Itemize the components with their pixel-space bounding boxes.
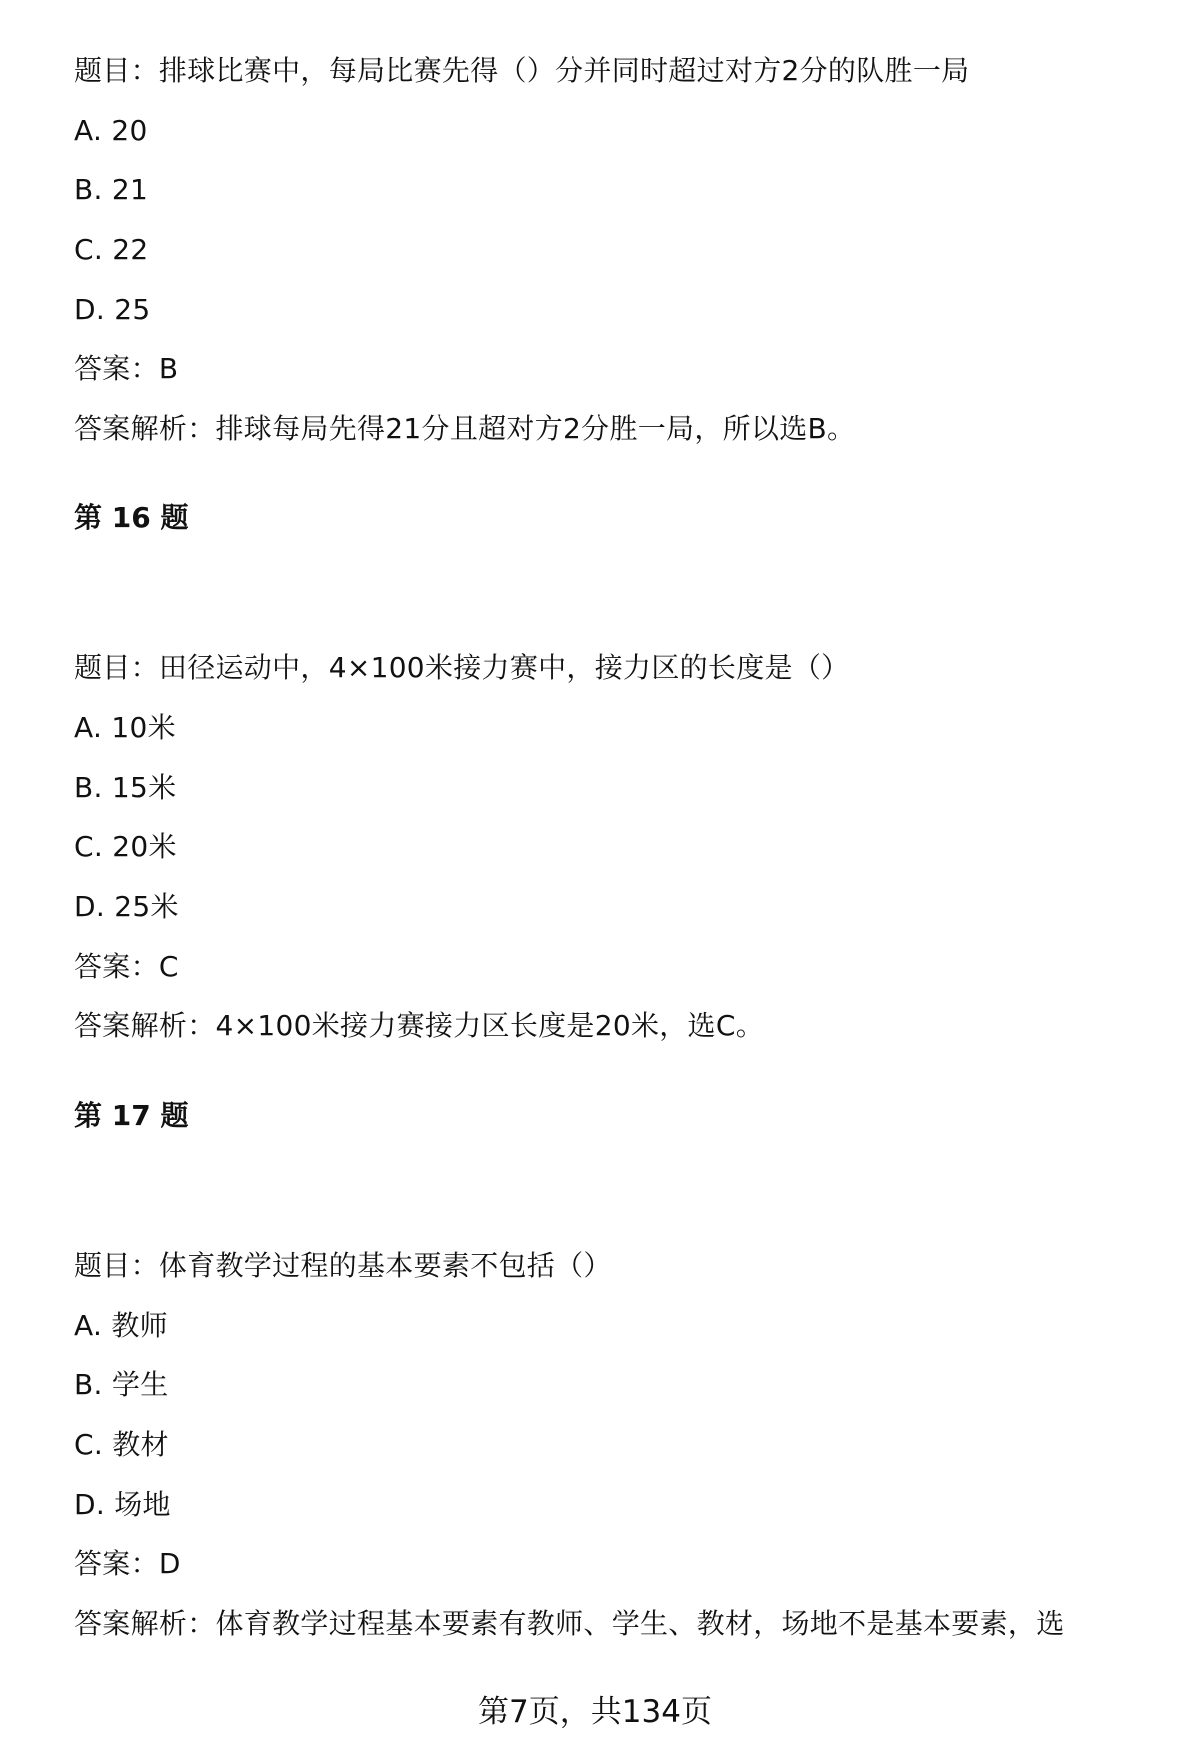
question-17-option-c: C. 教材 [74, 1428, 169, 1461]
question-16-answer: 答案：C [74, 950, 179, 983]
question-17-heading: 第 17 题 [74, 1099, 189, 1132]
page-number-footer: 第7页，共134页 [478, 1694, 712, 1730]
question-17-text: 题目：体育教学过程的基本要素不包括（） [74, 1249, 612, 1282]
question-16-explanation: 答案解析：4×100米接力赛接力区长度是20米，选C。 [74, 1009, 765, 1042]
question-16-option-c: C. 20米 [74, 830, 177, 863]
question-17-option-a: A. 教师 [74, 1309, 168, 1342]
question-15-text: 题目：排球比赛中，每局比赛先得（）分并同时超过对方2分的队胜一局 [74, 54, 970, 87]
question-17-answer: 答案：D [74, 1547, 181, 1580]
question-15-answer: 答案：B [74, 352, 179, 385]
question-15-option-c: C. 22 [74, 233, 149, 266]
question-15-option-d: D. 25 [74, 293, 151, 326]
question-16-option-b: B. 15米 [74, 771, 177, 804]
question-17-option-d: D. 场地 [74, 1488, 171, 1521]
question-15-option-b: B. 21 [74, 173, 149, 206]
question-16-text: 题目：田径运动中，4×100米接力赛中，接力区的长度是（） [74, 651, 850, 684]
question-15-option-a: A. 20 [74, 114, 148, 147]
question-16-option-a: A. 10米 [74, 711, 176, 744]
question-17-explanation: 答案解析：体育教学过程基本要素有教师、学生、教材，场地不是基本要素，选 [74, 1607, 1065, 1640]
question-16-option-d: D. 25米 [74, 890, 179, 923]
question-16-heading: 第 16 题 [74, 501, 189, 534]
question-15-explanation: 答案解析：排球每局先得21分且超对方2分胜一局，所以选B。 [74, 412, 856, 445]
question-17-option-b: B. 学生 [74, 1368, 169, 1401]
